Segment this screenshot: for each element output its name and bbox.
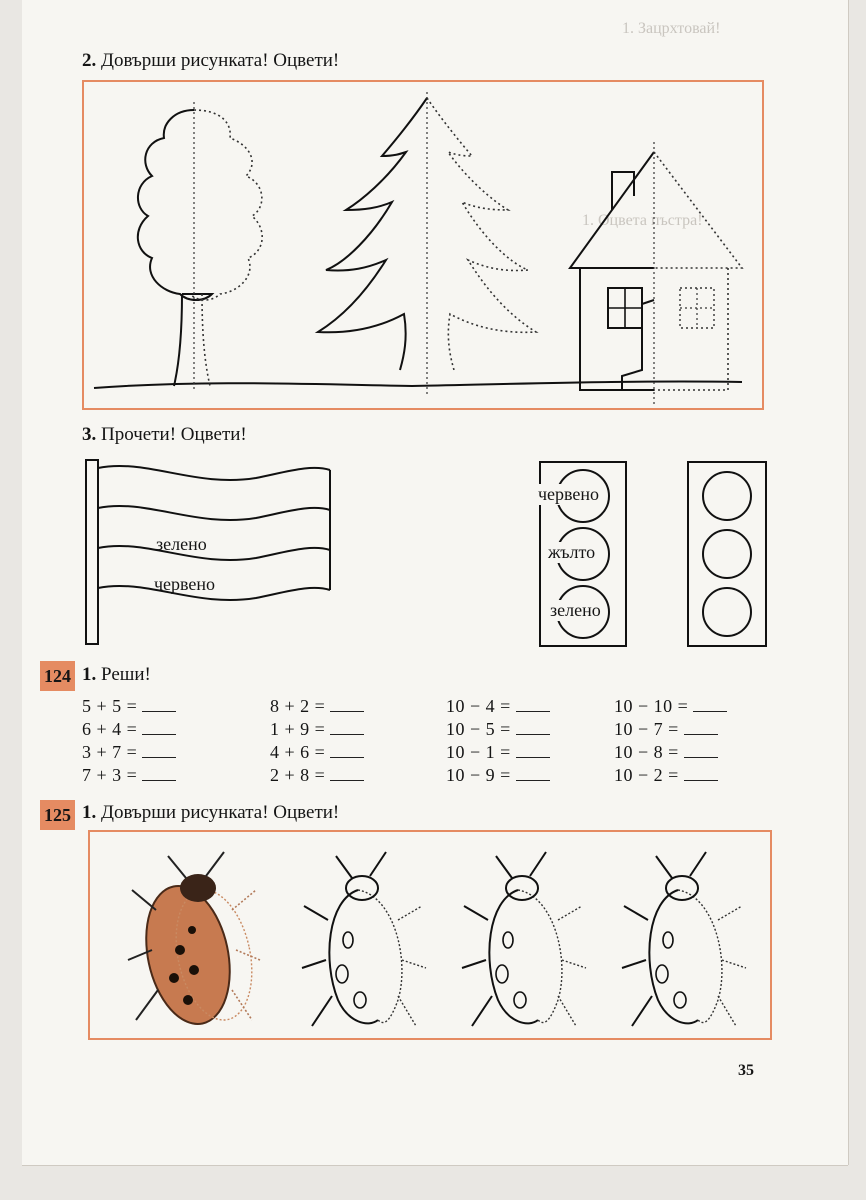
page-number: 35 bbox=[738, 1062, 754, 1079]
tree-trunk-right-dotted bbox=[202, 294, 210, 386]
ladybug-outline-2 bbox=[462, 852, 586, 1026]
equation: 7 + 3 = bbox=[82, 764, 176, 786]
equation: 10 − 8 = bbox=[614, 741, 718, 763]
flag-top-edge bbox=[98, 466, 330, 480]
answer-blank[interactable] bbox=[330, 695, 364, 712]
lesson-124-number: 1. bbox=[82, 664, 97, 685]
traffic-word-yellow: жълто bbox=[548, 542, 596, 562]
answer-blank[interactable] bbox=[330, 741, 364, 758]
lesson-125-instruction: Довърши рисунката! Оцвети! bbox=[101, 802, 340, 823]
tree-trunk-left bbox=[174, 294, 182, 386]
lesson-125-title bbox=[82, 802, 339, 824]
tree-left-half bbox=[138, 110, 212, 300]
lesson-125-badge: 125 bbox=[40, 800, 75, 830]
ladybug-outline-1 bbox=[302, 852, 426, 1026]
fir-right-half-dotted bbox=[427, 98, 536, 370]
ground-line bbox=[94, 381, 742, 388]
ladybugs-drawing bbox=[88, 830, 772, 1040]
equation: 5 + 5 = bbox=[82, 695, 176, 717]
ladybug-outline-3 bbox=[622, 852, 746, 1026]
answer-blank[interactable] bbox=[142, 695, 176, 712]
house-door-left bbox=[622, 300, 654, 390]
answer-blank[interactable] bbox=[142, 718, 176, 735]
exercise-2-number: 2. bbox=[82, 50, 97, 71]
answer-blank[interactable] bbox=[516, 741, 550, 758]
equation: 10 − 10 = bbox=[614, 695, 727, 717]
equation: 10 − 2 = bbox=[614, 764, 718, 786]
traffic-word-green: зелено bbox=[550, 600, 601, 620]
answer-blank[interactable] bbox=[693, 695, 727, 712]
equation: 8 + 2 = bbox=[270, 695, 364, 717]
answer-blank[interactable] bbox=[142, 741, 176, 758]
lesson-124-instruction: Реши! bbox=[101, 664, 151, 685]
equation: 2 + 8 = bbox=[270, 764, 364, 786]
house-wall-right-dotted bbox=[654, 268, 728, 390]
flag-word-red: червено bbox=[154, 574, 216, 594]
answer-blank[interactable] bbox=[684, 764, 718, 781]
equation: 10 − 7 = bbox=[614, 718, 718, 740]
answer-blank[interactable] bbox=[330, 718, 364, 735]
equation: 6 + 4 = bbox=[82, 718, 176, 740]
flag-stripe-line-1 bbox=[98, 506, 330, 520]
answer-blank[interactable] bbox=[516, 764, 550, 781]
equation: 4 + 6 = bbox=[270, 741, 364, 763]
equation: 10 − 4 = bbox=[446, 695, 550, 717]
tree-right-half-dotted bbox=[190, 110, 262, 300]
flag-stripe-line-2 bbox=[98, 546, 330, 560]
ladybug-coloured bbox=[128, 852, 263, 1032]
lesson-124-title bbox=[82, 664, 151, 686]
workbook-page bbox=[22, 0, 848, 1165]
traffic-word-red: червено bbox=[538, 484, 600, 504]
flag-pole bbox=[86, 460, 98, 644]
flag-word-green: зелено bbox=[156, 534, 207, 554]
answer-blank[interactable] bbox=[684, 741, 718, 758]
equation: 3 + 7 = bbox=[82, 741, 176, 763]
lesson-124-badge: 124 bbox=[40, 661, 75, 691]
exercise-3-instruction: Прочети! Оцвети! bbox=[101, 424, 247, 445]
house-roof-right-dotted bbox=[654, 152, 742, 268]
answer-blank[interactable] bbox=[684, 718, 718, 735]
lesson-125-number: 1. bbox=[82, 802, 97, 823]
exercise-2-drawing bbox=[82, 80, 764, 410]
equation: 10 − 1 = bbox=[446, 741, 550, 763]
exercise-3-title bbox=[82, 424, 247, 446]
answer-blank[interactable] bbox=[516, 695, 550, 712]
exercise-2-title bbox=[82, 50, 339, 72]
fir-left-half bbox=[318, 98, 427, 370]
exercise-3-number: 3. bbox=[82, 424, 97, 445]
traffic-light-blank bbox=[688, 462, 768, 648]
exercise-2-instruction: Довърши рисунката! Оцвети! bbox=[101, 50, 340, 71]
answer-blank[interactable] bbox=[142, 764, 176, 781]
answer-blank[interactable] bbox=[330, 764, 364, 781]
flag-drawing bbox=[86, 458, 336, 648]
answer-blank[interactable] bbox=[516, 718, 550, 735]
bleed-through-heading: 1. Зацрхтовай! bbox=[622, 20, 721, 37]
bleed-through-heading-2: 1. Оцвета пъстра! bbox=[582, 212, 703, 229]
equation: 10 − 5 = bbox=[446, 718, 550, 740]
equation: 1 + 9 = bbox=[270, 718, 364, 740]
equation: 10 − 9 = bbox=[446, 764, 550, 786]
